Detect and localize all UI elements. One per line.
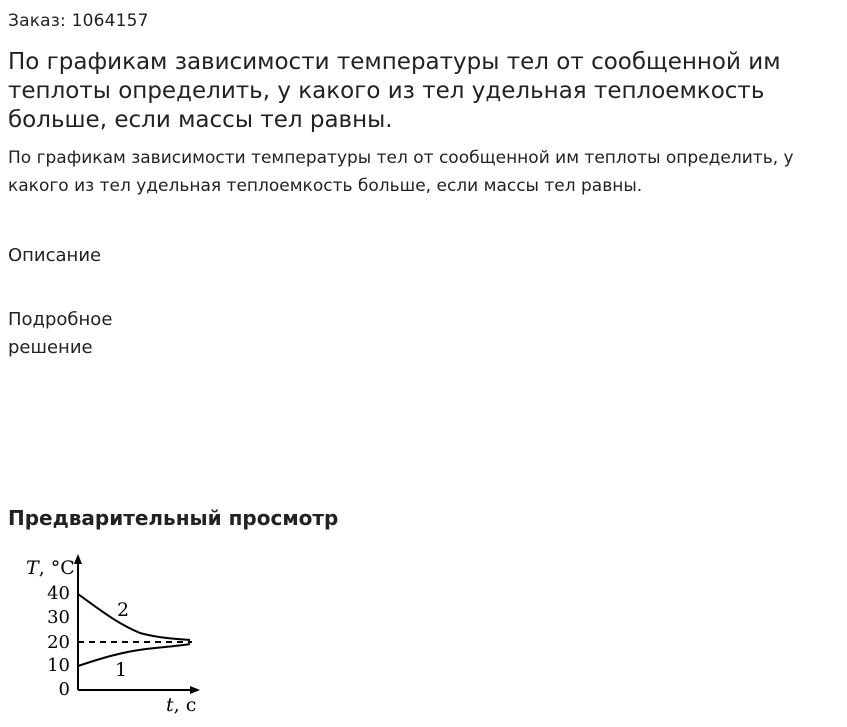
order-number: Заказ: 1064157 bbox=[8, 11, 149, 31]
y-tick-20: 20 bbox=[47, 632, 70, 653]
y-axis-label bbox=[26, 557, 75, 579]
x-axis-arrow bbox=[190, 686, 200, 694]
y-axis-arrow bbox=[74, 554, 82, 564]
y-axis-label-symbol: T bbox=[26, 557, 39, 579]
temperature-heat-graph bbox=[20, 548, 220, 718]
task-title: По графикам зависимости температуры тел от сообщенной им теплоты определить, у какого из тел удельная теплоемкость больше, если массы тел равны. bbox=[8, 49, 781, 133]
y-tick-0: 0 bbox=[58, 679, 70, 700]
curve-1-label: 1 bbox=[115, 659, 128, 681]
description-label: Описание bbox=[8, 245, 102, 266]
curve-1 bbox=[78, 644, 190, 666]
preview-figure bbox=[20, 548, 220, 718]
curve-2-label: 2 bbox=[117, 599, 130, 621]
x-axis-label-symbol: t bbox=[166, 694, 174, 716]
preview-heading: Предварительный просмотр bbox=[8, 506, 339, 530]
detailed-solution-label-line1: Подробное bbox=[8, 309, 113, 330]
task-description: По графикам зависимости температуры тел от сообщенной им теплоты определить, у какого из тел удельная теплоемкость больше, если массы тел равны. bbox=[8, 148, 794, 196]
detailed-solution-label bbox=[8, 306, 148, 362]
curve-2 bbox=[78, 594, 190, 640]
x-axis-label bbox=[166, 694, 196, 716]
y-tick-30: 30 bbox=[47, 607, 70, 628]
x-axis-label-unit: , c bbox=[173, 694, 197, 716]
detailed-solution-label-line2: решение bbox=[8, 337, 93, 358]
y-tick-40: 40 bbox=[47, 583, 70, 604]
y-axis-label-unit: , °C bbox=[38, 557, 75, 579]
y-tick-10: 10 bbox=[47, 655, 70, 676]
